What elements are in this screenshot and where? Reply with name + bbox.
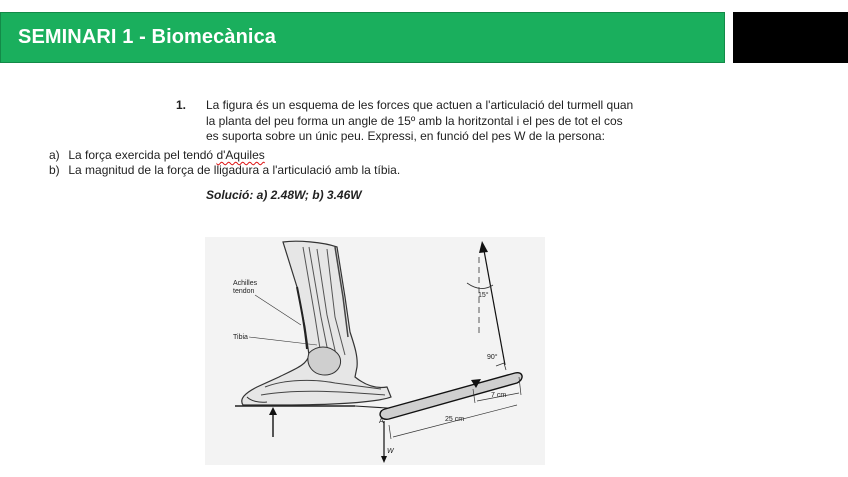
solution-text: Solució: a) 2.48W; b) 3.46W [206,188,362,202]
tibia-label: Tibia [233,334,248,341]
part-b [49,163,400,177]
problem-line-3: es suporta sobre un únic peu. Expressi, en funció del pes W de la persona: [206,129,605,143]
point-a-label: A [379,418,384,425]
part-a [49,148,265,162]
problem-number: 1. [176,98,187,112]
part-a-text: La força exercida pel tendó [68,148,217,162]
dist-25-label: 25 cm [445,416,465,423]
slide-title: SEMINARI 1 - Biomecànica [18,26,277,48]
problem-line-1: La figura és un esquema de les forces que actuen a l'articulació del turmell quan [206,98,634,112]
achilles-label-1: Achilles [233,280,258,287]
corner-block [733,12,848,63]
problem-text [206,98,676,145]
part-b-text: La magnitud de la força de lligadura a l'articulació amb la tíbia. [68,163,401,177]
achilles-label-2: tendon [233,288,255,295]
angle-90-label: 90° [487,354,498,361]
part-a-letter: a) [49,148,60,162]
weight-label: W [387,448,394,455]
problem-line-2: la planta del peu forma un angle de 15º amb la horitzontal i el pes de tot el cos [206,113,623,128]
title-banner [0,12,725,63]
part-a-flagged-word: d'Aquiles [216,148,265,162]
angle-15-label: 15° [478,292,489,299]
part-b-letter: b) [49,163,60,177]
figure-background [205,237,545,465]
ankle-force-figure [205,237,545,465]
dist-7-label: 7 cm [491,392,507,399]
